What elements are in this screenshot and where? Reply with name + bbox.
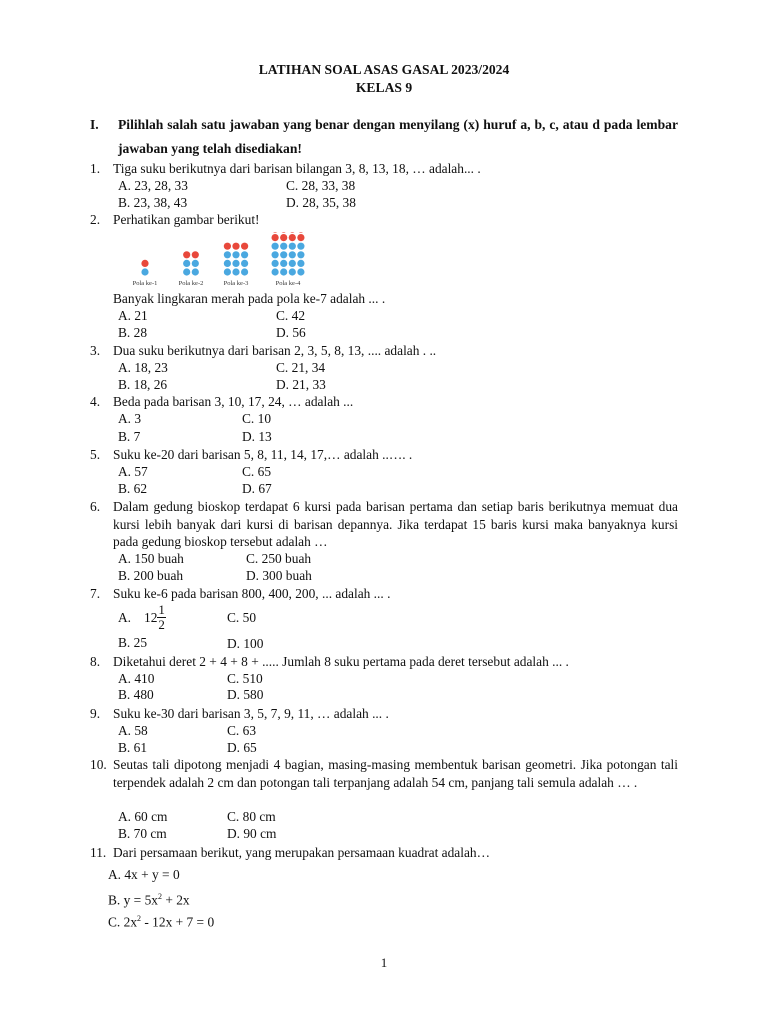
option-a: A. 23, 28, 33 — [118, 178, 188, 193]
option-d: D. 300 buah — [246, 568, 312, 583]
option-d: D. 28, 35, 38 — [286, 195, 356, 210]
mixed-number-whole: 12 — [144, 609, 158, 625]
question-stem: Dalam gedung bioskop terdapat 6 kursi pada barisan pertama dan setiap baris berikutnya memuat dua kursi lebih banyak dari kursi di barisan depannya. Jika terdapat 15 baris kursi maka banyaknya kursi pada gedung bioskop tersebut adalah … — [113, 499, 678, 549]
blue-circle — [232, 251, 239, 258]
red-circle — [280, 234, 287, 241]
option-d: D. 21, 33 — [276, 377, 326, 392]
option-a: A. 3 — [118, 411, 142, 426]
question-followup: Banyak lingkaran merah pada pola ke-7 adalah ... . — [113, 291, 386, 306]
option-c-text: C. 2x — [108, 914, 138, 930]
option-a: A. 60 cm — [118, 809, 168, 824]
blue-circle — [289, 251, 296, 258]
pattern-label-1: Pola ke-1 — [132, 280, 158, 287]
blue-circle — [272, 243, 279, 250]
question-stem: Beda pada barisan 3, 10, 17, 24, … adalah ... — [113, 394, 354, 409]
fraction-denominator: 2 — [158, 617, 165, 632]
option-d: D. 56 — [276, 325, 306, 340]
blue-circle — [297, 251, 304, 258]
blue-circle — [280, 243, 287, 250]
option-b-text-end: + 2x — [161, 892, 190, 908]
option-b: B. 61 — [118, 740, 148, 755]
option-c: C. 50 — [227, 610, 257, 625]
option-a: A. 58 — [118, 723, 148, 738]
question-7 — [90, 585, 678, 603]
fraction — [157, 603, 166, 632]
page-number: 1 — [380, 955, 388, 970]
option-b: B. 200 buah — [118, 568, 184, 583]
option-a: A. 57 — [118, 464, 148, 479]
question-number: 10. — [90, 757, 107, 772]
question-stem: Suku ke-20 dari barisan 5, 8, 11, 14, 17,… adalah ..…. . — [113, 447, 413, 462]
fraction-numerator: 1 — [158, 602, 165, 617]
red-circle — [297, 232, 304, 233]
question-10 — [90, 756, 678, 791]
question-5 — [90, 446, 678, 464]
question-stem: Suku ke-30 dari barisan 3, 5, 7, 9, 11, … adalah ... . — [113, 706, 389, 721]
option-c: C. 80 cm — [227, 809, 276, 824]
question-9 — [90, 705, 678, 723]
option-c: C. 42 — [276, 308, 306, 323]
option-c: C. 250 buah — [246, 551, 312, 566]
instruction-text: Pilihlah salah satu jawaban yang benar dengan menyilang (x) huruf a, b, c, atau d pada lembar jawaban yang telah disediakan! — [118, 117, 678, 156]
blue-circle — [232, 260, 239, 267]
blue-circle — [297, 243, 304, 250]
option-d: D. 13 — [242, 429, 272, 444]
blue-circle — [272, 268, 279, 275]
blue-circle — [183, 260, 190, 267]
option-a: A. 4x + y = 0 — [108, 867, 180, 882]
superscript: 2 — [137, 914, 142, 923]
option-b: B. 62 — [118, 481, 148, 496]
option-a-label: A. — [118, 609, 132, 625]
question-number: 2. — [90, 212, 101, 227]
circle-pattern-figure — [118, 232, 318, 288]
blue-circle — [272, 251, 279, 258]
blue-circle — [232, 268, 239, 275]
option-b — [108, 888, 190, 909]
question-number: 8. — [90, 654, 101, 669]
option-b: B. 28 — [118, 325, 148, 340]
question-4 — [90, 393, 678, 411]
question-stem: Tiga suku berikutnya dari barisan bilangan 3, 8, 13, 18, … adalah... . — [113, 161, 481, 176]
question-3 — [90, 342, 678, 360]
blue-circle — [289, 243, 296, 250]
question-stem: Perhatikan gambar berikut! — [113, 212, 260, 227]
pattern-label-2: Pola ke-2 — [178, 280, 204, 287]
section-number: I. — [90, 117, 99, 132]
option-d: D. 90 cm — [227, 826, 277, 841]
question-number: 5. — [90, 447, 101, 462]
option-c: C. 28, 33, 38 — [286, 178, 356, 193]
question-11 — [90, 844, 678, 862]
option-c: C. 65 — [242, 464, 272, 479]
blue-circle — [280, 251, 287, 258]
pattern-label-4: Pola ke-4 — [275, 280, 301, 287]
option-c: C. 510 — [227, 671, 263, 686]
option-d: D. 100 — [227, 636, 264, 651]
option-d: D. 67 — [242, 481, 272, 496]
red-circle — [289, 234, 296, 241]
option-c: C. 10 — [242, 411, 272, 426]
page-subtitle: KELAS 9 — [355, 80, 413, 95]
blue-circle — [183, 268, 190, 275]
option-a — [118, 603, 166, 632]
blue-circle — [297, 260, 304, 267]
option-b: B. 25 — [118, 635, 148, 650]
red-circle — [241, 243, 248, 250]
option-c — [108, 910, 214, 931]
blue-circle — [241, 251, 248, 258]
question-number: 6. — [90, 499, 101, 514]
blue-circle — [241, 268, 248, 275]
option-a: A. 21 — [118, 308, 148, 323]
option-b: B. 480 — [118, 687, 154, 702]
blue-circle — [289, 268, 296, 275]
blue-circle — [272, 260, 279, 267]
option-b-text: B. y = 5x — [108, 892, 158, 908]
red-circle — [272, 232, 279, 233]
question-8 — [90, 653, 678, 671]
blue-circle — [280, 260, 287, 267]
blue-circle — [224, 251, 231, 258]
red-circle — [192, 251, 199, 258]
question-number: 7. — [90, 586, 101, 601]
section-instruction — [90, 113, 678, 161]
red-circle — [232, 243, 239, 250]
blue-circle — [141, 268, 148, 275]
option-b: B. 18, 26 — [118, 377, 168, 392]
blue-circle — [289, 260, 296, 267]
question-stem: Diketahui deret 2 + 4 + 8 + ..... Jumlah 8 suku pertama pada deret tersebut adalah ... . — [113, 654, 569, 669]
red-circle — [224, 243, 231, 250]
question-number: 3. — [90, 343, 101, 358]
question-number: 1. — [90, 161, 101, 176]
red-circle — [280, 232, 287, 233]
option-a: A. 150 buah — [118, 551, 184, 566]
question-stem: Dari persamaan berikut, yang merupakan persamaan kuadrat adalah… — [113, 845, 491, 860]
question-stem: Dua suku berikutnya dari barisan 2, 3, 5, 8, 13, .... adalah . .. — [113, 343, 437, 358]
option-a: A. 410 — [118, 671, 155, 686]
question-number: 4. — [90, 394, 101, 409]
question-2 — [90, 211, 678, 229]
option-d: D. 580 — [227, 687, 264, 702]
question-6 — [90, 498, 678, 551]
option-c: C. 63 — [227, 723, 257, 738]
blue-circle — [280, 268, 287, 275]
pattern-label-3: Pola ke-3 — [223, 280, 249, 287]
question-stem: Suku ke-6 pada barisan 800, 400, 200, ... adalah ... . — [113, 586, 391, 601]
question-number: 9. — [90, 706, 101, 721]
question-number: 11. — [90, 845, 107, 860]
option-a: A. 18, 23 — [118, 360, 168, 375]
option-b: B. 23, 38, 43 — [118, 195, 188, 210]
blue-circle — [192, 260, 199, 267]
red-circle — [289, 232, 296, 233]
blue-circle — [297, 268, 304, 275]
blue-circle — [224, 260, 231, 267]
red-circle — [297, 234, 304, 241]
page-title: LATIHAN SOAL ASAS GASAL 2023/2024 — [258, 62, 510, 77]
red-circle — [141, 260, 148, 267]
red-circle — [183, 251, 190, 258]
option-b: B. 7 — [118, 429, 141, 444]
red-circle — [272, 234, 279, 241]
blue-circle — [241, 260, 248, 267]
circle-pattern-svg — [118, 232, 318, 288]
option-c: C. 21, 34 — [276, 360, 326, 375]
question-stem: Seutas tali dipotong menjadi 4 bagian, masing-masing membentuk barisan geometri. Jika potongan tali terpendek adalah 2 cm dan potongan tali terpanjang adalah 54 cm, panjang tali semula adalah … . — [113, 757, 678, 790]
superscript: 2 — [157, 892, 162, 901]
blue-circle — [224, 268, 231, 275]
option-d: D. 65 — [227, 740, 257, 755]
blue-circle — [192, 268, 199, 275]
question-1 — [90, 160, 678, 178]
option-b: B. 70 cm — [118, 826, 167, 841]
option-c-text-end: - 12x + 7 = 0 — [141, 914, 215, 930]
